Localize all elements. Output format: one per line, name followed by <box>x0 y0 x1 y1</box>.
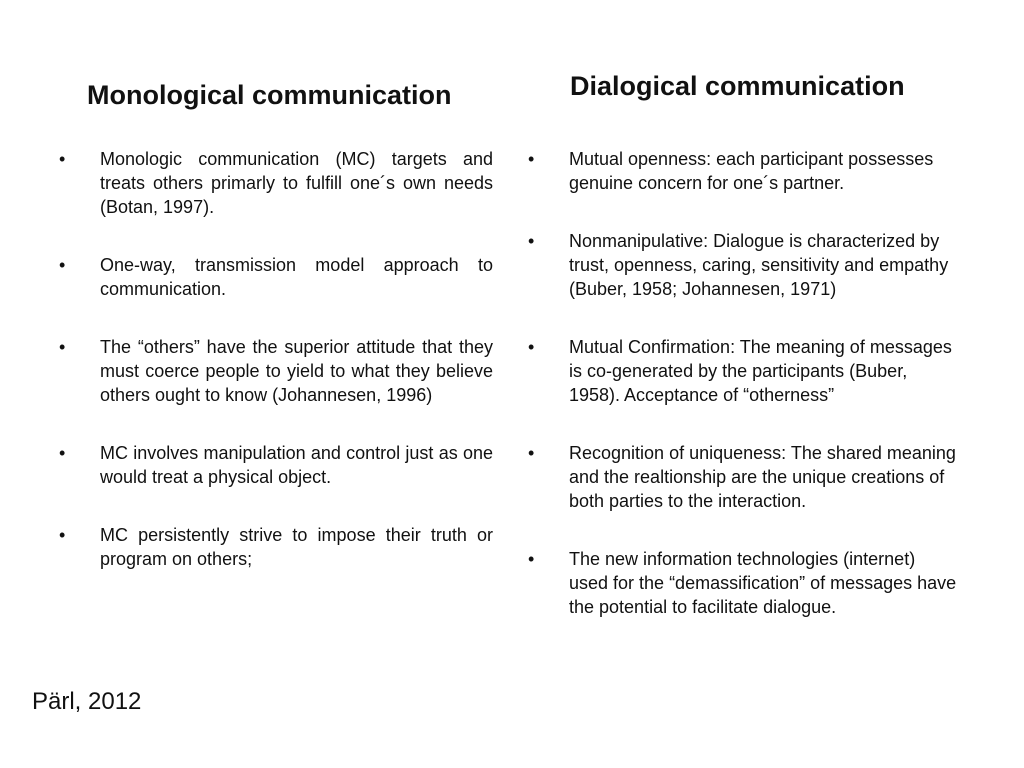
list-item <box>59 523 493 571</box>
list-item-text: MC involves manipulation and control just as one would treat a physical object. <box>100 443 493 487</box>
list-item-text: Nonmanipulative: Dialogue is characterized by trust, openness, caring, sensitivity and empathy (Buber, 1958; Johannesen, 1971) <box>569 231 949 299</box>
bullet-icon: • <box>59 149 66 169</box>
dialogical-list <box>528 147 958 653</box>
bullet-icon: • <box>528 443 535 463</box>
bullet-icon: • <box>528 337 535 357</box>
monological-list <box>59 147 493 605</box>
bullet-icon: • <box>59 337 66 357</box>
list-item-text: Mutual Confirmation: The meaning of messages is co-generated by the participants (Buber, 1958). Acceptance of “otherness” <box>569 337 952 405</box>
bullet-icon: • <box>59 443 66 463</box>
list-item-text: Mutual openness: each participant possesses genuine concern for one´s partner. <box>569 149 934 193</box>
list-item-text: Recognition of uniqueness: The shared meaning and the realtionship are the unique creations of both parties to the interaction. <box>569 443 956 511</box>
list-item <box>59 147 493 219</box>
bullet-icon: • <box>528 549 535 569</box>
list-item <box>59 441 493 489</box>
list-item <box>528 147 958 195</box>
list-item <box>528 229 958 301</box>
bullet-icon: • <box>59 255 66 275</box>
dialogical-heading: Dialogical communication <box>570 71 905 101</box>
list-item-text: One-way, transmission model approach to communication. <box>100 255 493 299</box>
list-item <box>59 335 493 407</box>
bullet-icon: • <box>528 231 535 251</box>
list-item-text: MC persistently strive to impose their truth or program on others; <box>100 525 493 569</box>
list-item <box>528 547 958 619</box>
list-item-text: Monologic communication (MC) targets and treats others primarly to fulfill one´s own needs (Botan, 1997). <box>100 149 493 217</box>
bullet-icon: • <box>59 525 66 545</box>
footer-citation: Pärl, 2012 <box>32 688 142 715</box>
list-item <box>59 253 493 301</box>
monological-heading: Monological communication <box>87 80 452 110</box>
list-item-text: The new information technologies (internet) used for the “demassification” of messages have the potential to facilitate dialogue. <box>569 549 957 617</box>
list-item <box>528 441 958 513</box>
list-item <box>528 335 958 407</box>
bullet-icon: • <box>528 149 535 169</box>
list-item-text: The “others” have the superior attitude that they must coerce people to yield to what they believe others ought to know (Johannesen, 1996) <box>100 337 493 405</box>
